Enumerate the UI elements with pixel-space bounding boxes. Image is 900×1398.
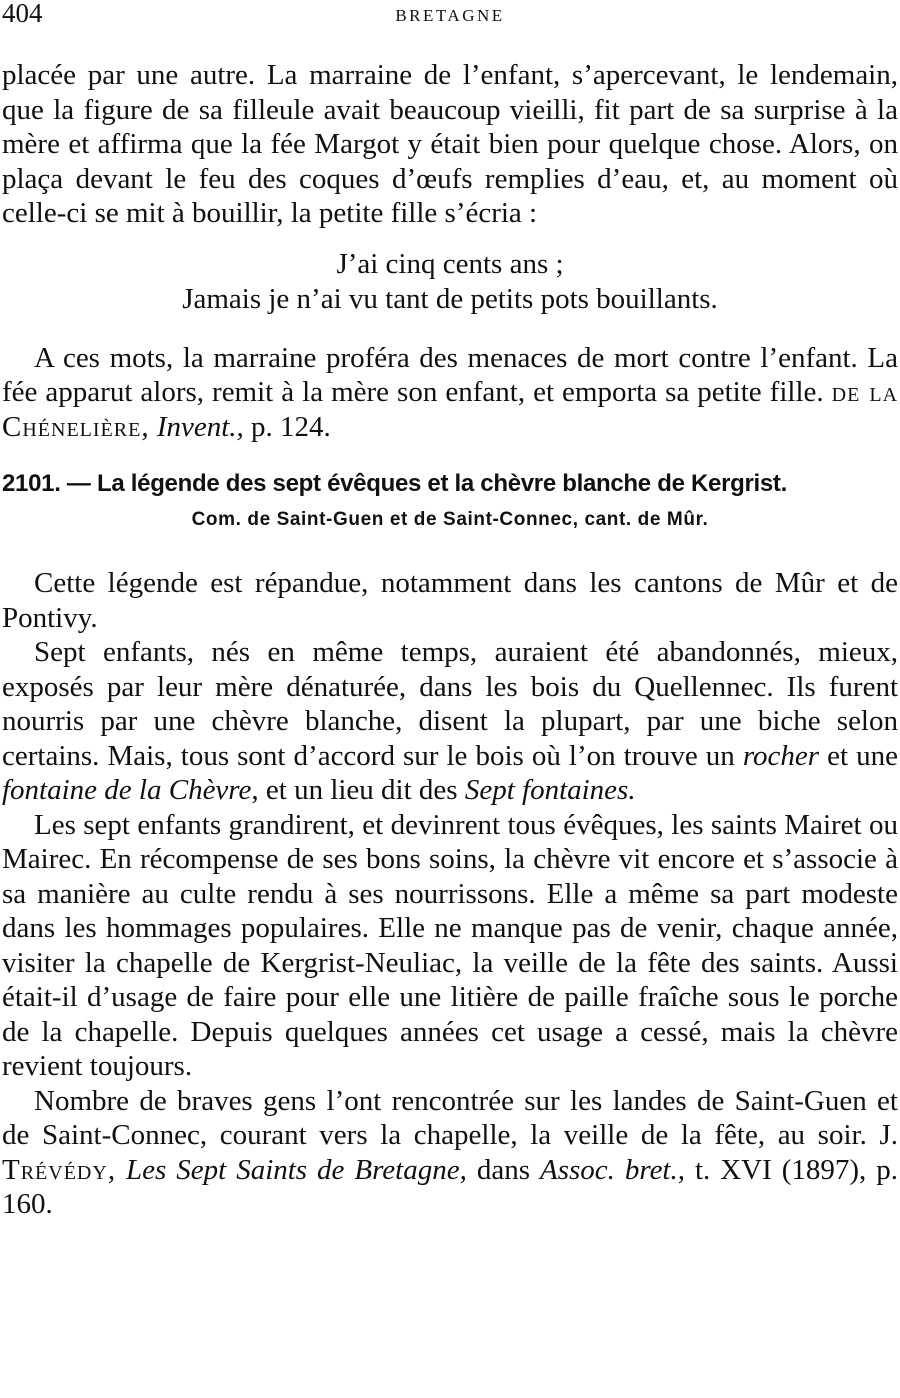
citation-title: Les Sept Saints de Bretagne, xyxy=(126,1153,467,1186)
story-text: Nombre de braves gens l’ont rencontrée sur les landes de Saint-Guen et de Saint-Connec, courant vers la chapelle, la veille de la fête, au soir. J. xyxy=(2,1084,898,1151)
story-text: Sept enfants, nés en même temps, auraient été abandonnés, mieux, exposés par leur mère dénaturée, dans les bois du Quellennec. Ils furent nourris par une chèvre blanche, disent la plupart, par une biche selon certains. Mais, tous sont d’accord sur le bois où l’on trouve un xyxy=(2,636,898,772)
verse xyxy=(2,247,898,317)
citation-author: Trévédy, xyxy=(2,1153,117,1186)
story-text: , et un lieu dit des xyxy=(251,774,465,806)
italic-term: rocher xyxy=(742,739,820,772)
page-number: 404 xyxy=(2,0,43,28)
entry-title: La légende des sept évêques et la chèvre blanche de Kergrist. xyxy=(97,470,787,497)
citation-reference: t. XVI (1897), p. 160. xyxy=(2,1153,899,1220)
story-paragraph xyxy=(2,635,898,808)
page-header xyxy=(2,0,898,40)
entry-number: 2101. xyxy=(2,470,61,497)
citation-journal: Assoc. bret., xyxy=(539,1153,685,1186)
citation-page: p. 124. xyxy=(251,410,331,443)
italic-term: Sept fontaines. xyxy=(464,774,636,806)
closing-text: A ces mots, la marraine proféra des menaces de mort contre l’enfant. La fée apparut alors, remit à la mère son enfant, et emporta sa petite fille. xyxy=(2,341,898,408)
story xyxy=(2,566,898,1222)
citation-author: de la Chénelière, xyxy=(2,376,899,443)
story-paragraph: Les sept enfants grandirent, et devinrent tous évêques, les saints Mairet ou Mairec. En récompense de ses bons soins, la chèvre vit encore et s’associe à sa manière au culte rendu à ses nourrissons. Elle a même sa part modeste dans les hommages populaires. Elle ne manque pas de venir, chaque année, visiter la chapelle de Kergrist-Neuliac, la veille de la fête des saints. Aussi était-il d’usage de faire pour elle une litière de paille fraîche sous le porche de la chapelle. Depuis quelques années cet usage a cessé, mais la chèvre revient toujours. xyxy=(2,808,898,1082)
entry-location: Com. de Saint-Guen et de Saint-Connec, cant. de Mûr. xyxy=(191,509,709,530)
italic-term: fontaine de la Chèvre xyxy=(2,774,252,806)
running-title: BRETAGNE xyxy=(395,6,505,25)
story-text: dans xyxy=(476,1153,531,1186)
entry-heading xyxy=(2,469,898,499)
opening-paragraph: placée par une autre. La marraine de l’enfant, s’apercevant, le lendemain, que la figure de sa filleule avait beaucoup vieilli, fit part de sa surprise à la mère et affirma que la fée Margot y était bien pour quelque chose. Alors, on plaça devant le feu des coques d’œufs remplies d’eau, et, au moment où celle-ci se mit à bouillir, la petite fille s’écria : xyxy=(2,59,898,229)
story-paragraph: Cette légende est répandue, notamment dans les cantons de Mûr et de Pontivy. xyxy=(2,567,898,634)
verse-line: Jamais je n’ai vu tant de petits pots bouillants. xyxy=(182,282,718,315)
story-paragraph xyxy=(2,1084,898,1222)
book-page xyxy=(2,0,898,1222)
citation-title: Invent., xyxy=(156,410,244,443)
verse-line: J’ai cinq cents ans ; xyxy=(336,247,564,280)
closing-paragraph xyxy=(2,341,898,445)
entry-dash: — xyxy=(60,470,97,497)
story-text: et une xyxy=(819,739,898,772)
